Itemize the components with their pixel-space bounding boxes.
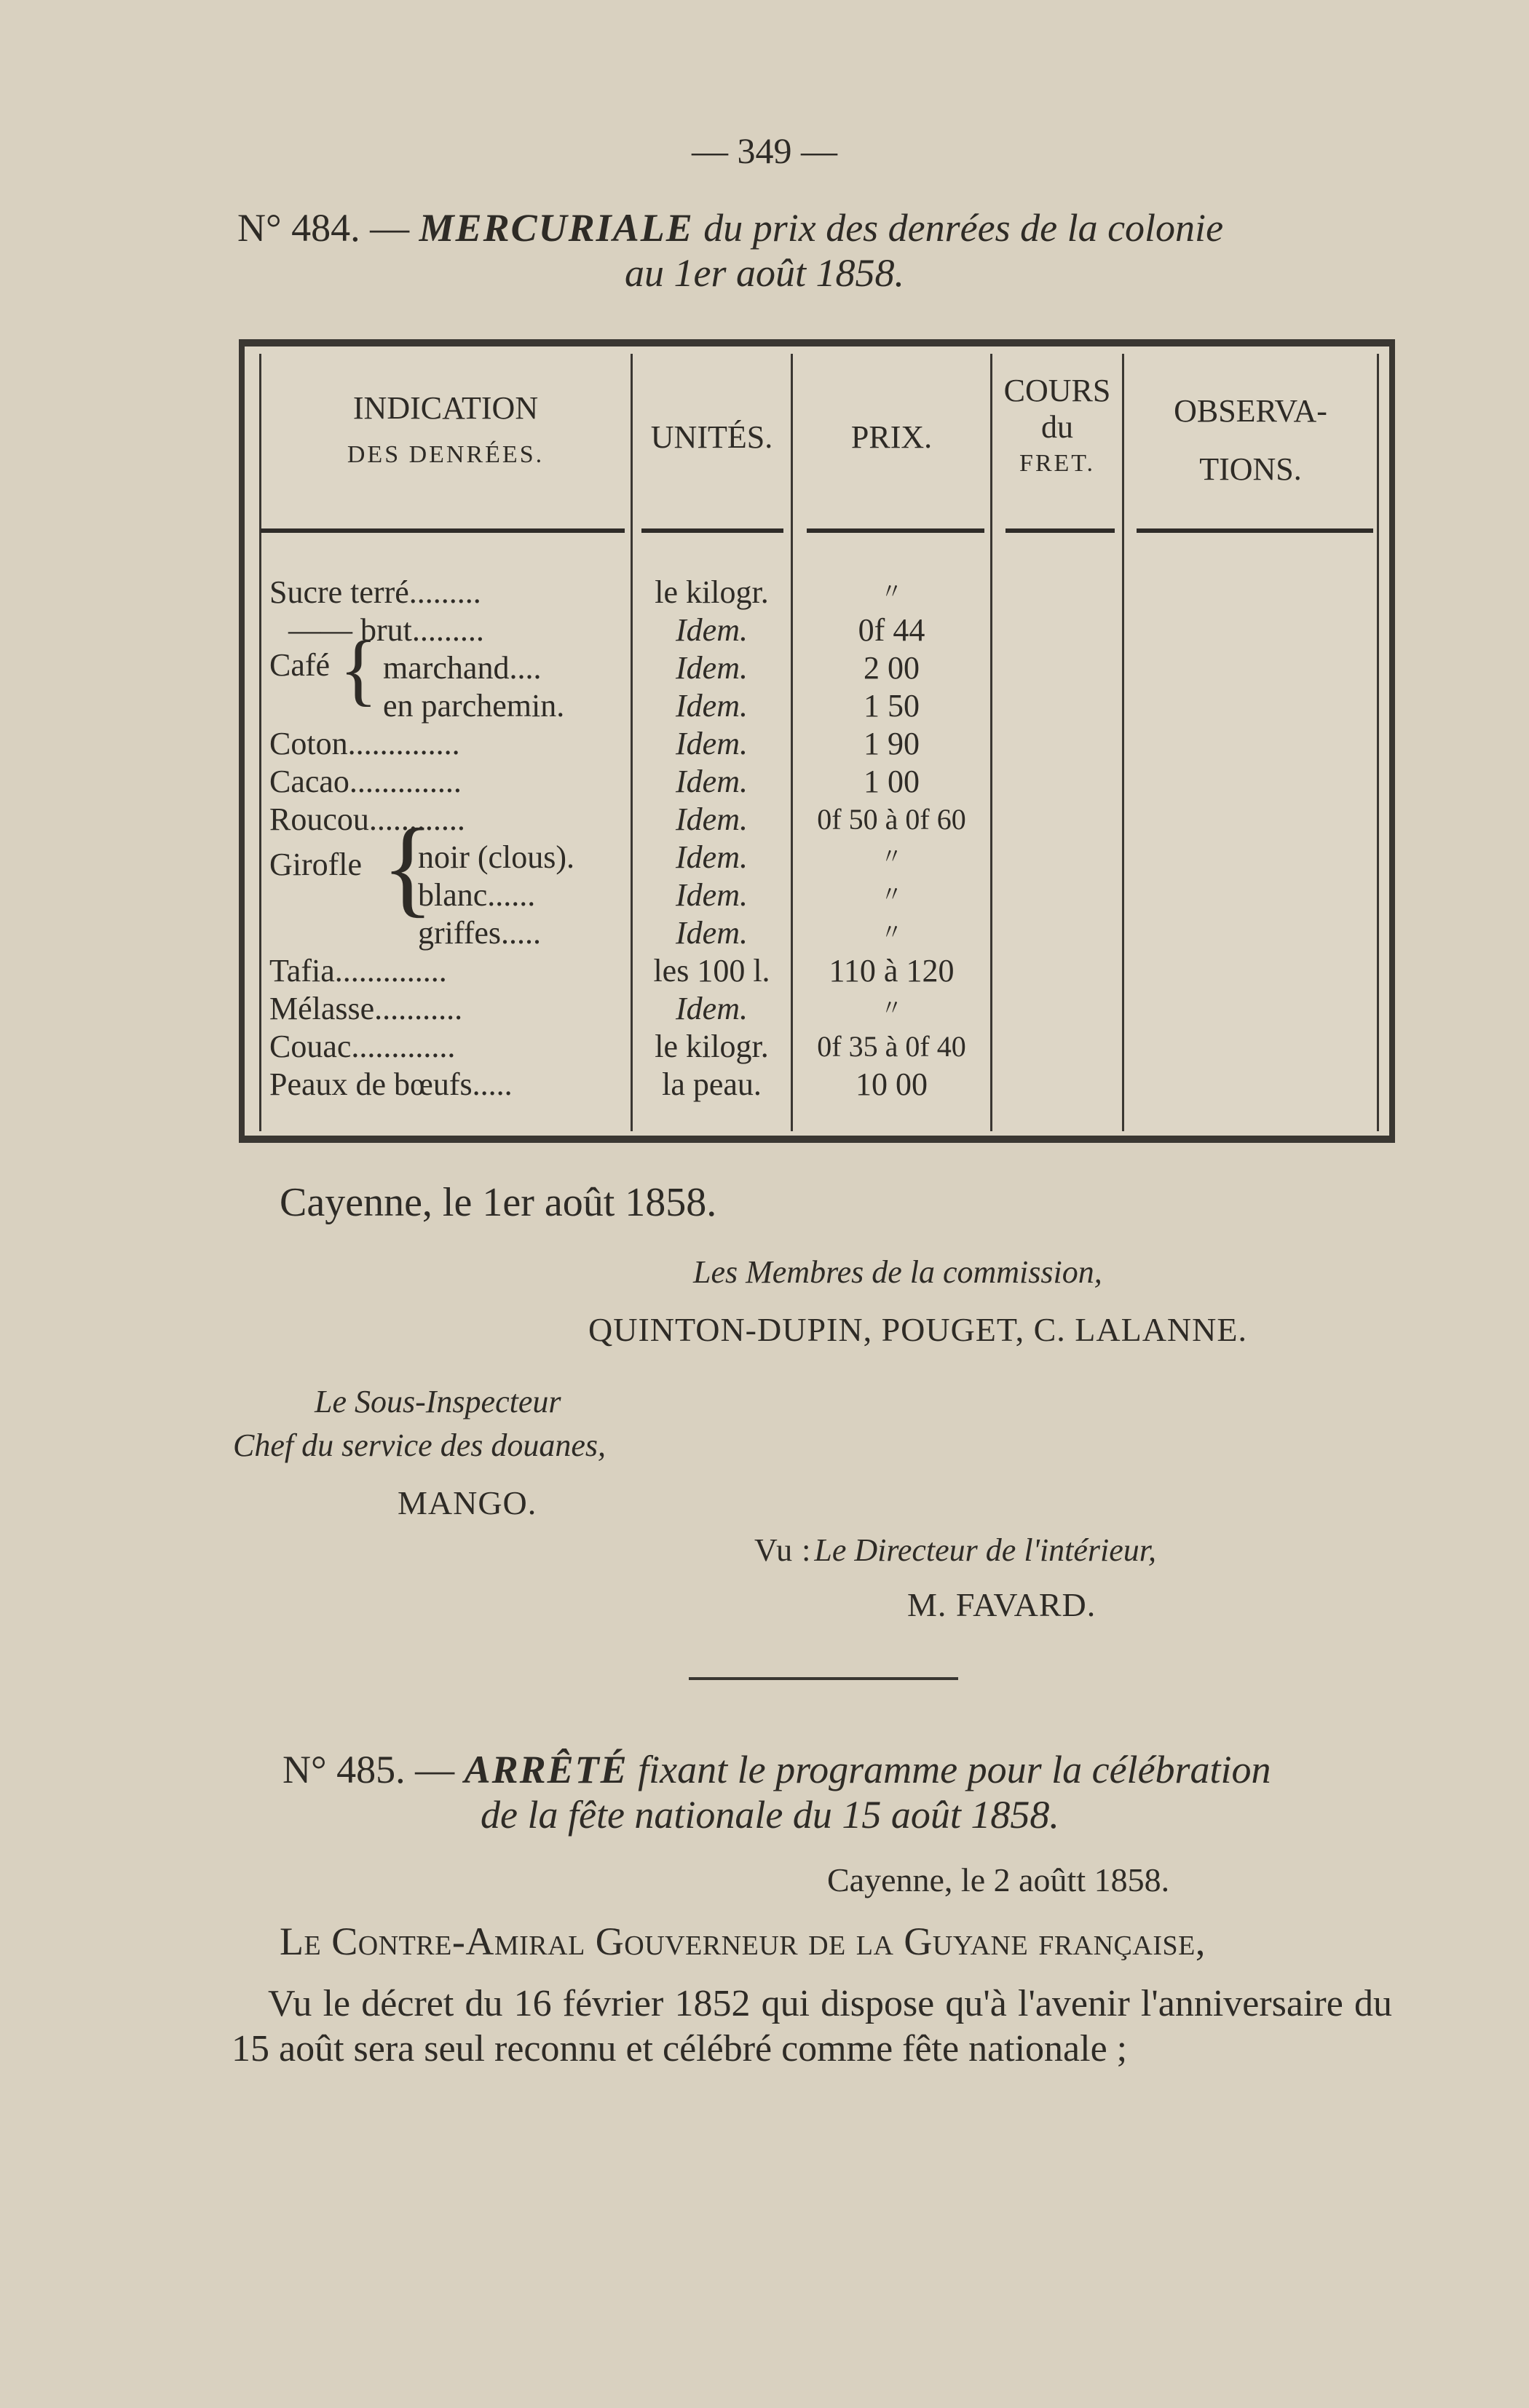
vu-line — [754, 1532, 1156, 1569]
row-unite: Idem. — [676, 650, 748, 686]
row-prix: 〃 — [880, 845, 903, 869]
header-rule — [1137, 528, 1373, 533]
sous-inspecteur-title: Le Sous-Inspecteur — [315, 1384, 561, 1419]
notice-484-title-line2: au 1er août 1858. — [625, 251, 904, 295]
header-cours-line1: COURS — [1003, 373, 1111, 408]
row-prix: 1 90 — [864, 726, 920, 761]
row-denree: Mélasse........... — [269, 991, 463, 1026]
row-unite: Idem. — [676, 877, 748, 913]
header-indication — [261, 390, 631, 473]
header-cours — [992, 373, 1122, 482]
notice-485-paragraph: Vu le décret du 16 février 1852 qui dispose qu'à l'avenir l'anniversaire du 15 août sera seul reconnu et célébré comme fête nationale ; — [232, 1983, 1392, 2070]
header-observations — [1124, 393, 1377, 488]
row-prix: 〃 — [880, 580, 903, 604]
row-prix: 1 00 — [864, 764, 920, 799]
row-unite: le kilogr. — [655, 1029, 769, 1064]
cafe-group-label: Café — [269, 647, 331, 683]
row-denree: Sucre terré......... — [269, 574, 481, 610]
header-observations-line1: OBSERVA- — [1174, 393, 1327, 429]
girofle-group-label: Girofle — [269, 847, 363, 882]
vu-title: Le Directeur de l'intérieur, — [814, 1532, 1157, 1568]
row-prix: 110 à 120 — [829, 953, 955, 989]
notice-485-title-line2: de la fête nationale du 15 août 1858. — [481, 1793, 1059, 1837]
row-unite: les 100 l. — [653, 953, 770, 989]
members-names: QUINTON-DUPIN, POUGET, C. LALANNE. — [588, 1311, 1247, 1348]
vu-name: M. FAVARD. — [907, 1586, 1097, 1623]
row-prix: 10 00 — [856, 1066, 928, 1102]
girofle-brace: { — [382, 807, 434, 927]
header-cours-line2: du — [1041, 409, 1073, 445]
cafe-brace: { — [339, 625, 378, 713]
row-unite: Idem. — [676, 915, 748, 951]
row-denree: marchand.... — [383, 650, 542, 686]
header-indication-line2: DES DENRÉES. — [347, 441, 545, 468]
row-unite: Idem. — [676, 839, 748, 875]
header-rule — [641, 528, 783, 533]
row-denree: Coton.............. — [269, 726, 460, 761]
row-denree: griffes..... — [418, 915, 542, 951]
date-line: Cayenne, le 1er août 1858. — [280, 1180, 717, 1225]
header-prix: PRIX. — [850, 419, 933, 455]
header-unites: UNITÉS. — [650, 419, 773, 455]
notice-485-number: N° 485. — [283, 1748, 406, 1791]
price-table — [239, 339, 1395, 1143]
row-denree: Couac............. — [269, 1029, 456, 1064]
notice-485-keyword: ARRÊTÉ — [464, 1748, 628, 1791]
row-unite: Idem. — [676, 991, 748, 1026]
row-prix: 1 50 — [864, 688, 920, 724]
sous-inspecteur-name: MANGO. — [398, 1484, 537, 1521]
row-unite: Idem. — [676, 688, 748, 724]
members-title: Les Membres de la commission, — [693, 1254, 1102, 1290]
notice-484-title-rest: du prix des denrées de la colonie — [703, 206, 1224, 250]
header-observations-line2: TIONS. — [1199, 451, 1302, 487]
governor-line: Le Contre-Amiral Gouverneur de la Guyane française, — [280, 1920, 1206, 1963]
row-denree: Peaux de bœufs..... — [269, 1066, 513, 1102]
notice-484-keyword: MERCURIALE — [419, 206, 694, 250]
row-prix: 〃 — [880, 883, 903, 907]
row-denree: Cacao.............. — [269, 764, 462, 799]
header-cours-line3: FRET. — [1019, 450, 1096, 477]
row-denree: noir (clous). — [418, 839, 575, 875]
sous-inspecteur-title-2: Chef du service des douanes, — [233, 1427, 606, 1463]
row-unite: Idem. — [676, 726, 748, 761]
row-denree: blanc...... — [418, 877, 536, 913]
notice-484-title — [237, 205, 1223, 250]
row-prix: 2 00 — [864, 650, 920, 686]
row-prix: 0f 44 — [858, 612, 925, 648]
notice-485-dash: — — [415, 1748, 455, 1791]
row-unite: Idem. — [676, 764, 748, 799]
header-rule — [1005, 528, 1115, 533]
notice-484-number: N° 484. — [237, 206, 360, 250]
row-denree: —— brut......... — [288, 612, 484, 648]
row-unite: Idem. — [676, 612, 748, 648]
row-denree: Roucou............ — [269, 801, 465, 837]
vu-prefix: Vu : — [754, 1532, 812, 1568]
header-rule — [261, 528, 625, 533]
notice-485-title — [283, 1747, 1271, 1792]
row-unite: Idem. — [676, 801, 748, 837]
notice-485-date: Cayenne, le 2 aoûtt 1858. — [827, 1861, 1170, 1898]
row-unite: le kilogr. — [655, 574, 769, 610]
header-rule — [807, 528, 984, 533]
row-denree: Tafia.............. — [269, 953, 447, 989]
page-number: — 349 — — [692, 130, 837, 171]
row-unite: la peau. — [662, 1066, 762, 1102]
notice-485-title-rest: fixant le programme pour la célébration — [638, 1748, 1271, 1791]
row-prix: 0f 35 à 0f 40 — [817, 1030, 966, 1063]
col-divider — [1377, 354, 1379, 1131]
header-indication-line1: INDICATION — [352, 390, 539, 426]
row-prix: 〃 — [880, 921, 903, 945]
section-divider — [689, 1677, 958, 1680]
notice-484-dash: — — [370, 206, 410, 250]
row-denree: en parchemin. — [383, 688, 565, 724]
row-prix: 0f 50 à 0f 60 — [817, 803, 966, 836]
row-prix: 〃 — [880, 997, 903, 1021]
